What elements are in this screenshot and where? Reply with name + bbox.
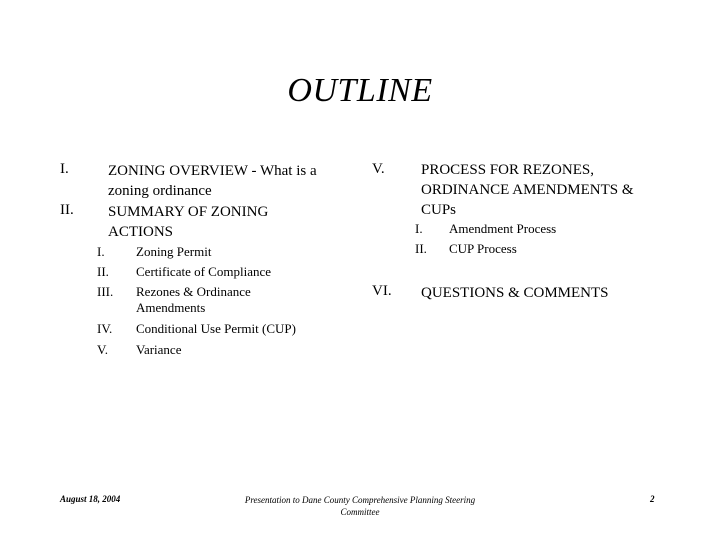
item-1-text: ZONING OVERVIEW - What is a zoning ordinance: [108, 163, 317, 199]
subitem-5-2-numeral: II.: [415, 241, 427, 256]
item-5-text: PROCESS FOR REZONES, ORDINANCE AMENDMENTS & CUPs: [421, 162, 634, 218]
item-2-text: SUMMARY OF ZONING ACTIONS: [108, 204, 269, 240]
subitem-2-4-numeral: IV.: [97, 321, 113, 336]
subitem-2-3-numeral: III.: [97, 284, 114, 299]
footer-presentation-title: Presentation to Dane County Comprehensive Planning Steering Committee: [244, 495, 476, 517]
subitem-5-1-numeral: I.: [415, 221, 423, 236]
subitem-2-5-text: Variance: [136, 342, 182, 357]
subitem-2-4-text: Conditional Use Permit (CUP): [136, 321, 296, 336]
subitem-2-1-numeral: I.: [97, 244, 105, 259]
item-2-numeral: II.: [60, 202, 74, 218]
item-5-numeral: V.: [372, 161, 385, 177]
footer-date: August 18, 2004: [60, 494, 121, 504]
subitem-2-1-text: Zoning Permit: [136, 244, 212, 259]
subitem-2-3-text: Rezones & Ordinance Amendments: [136, 284, 251, 315]
subitem-2-2-numeral: II.: [97, 264, 109, 279]
item-6-numeral: VI.: [372, 283, 392, 299]
footer-page-number: 2: [650, 494, 655, 504]
subitem-2-2-text: Certificate of Compliance: [136, 264, 272, 279]
subitem-5-2-text: CUP Process: [449, 241, 517, 256]
slide-title: OUTLINE: [287, 72, 433, 109]
subitem-2-5-numeral: V.: [97, 342, 108, 357]
item-6-text: QUESTIONS & COMMENTS: [421, 285, 609, 301]
item-1-numeral: I.: [60, 161, 69, 177]
subitem-5-1-text: Amendment Process: [449, 221, 557, 236]
